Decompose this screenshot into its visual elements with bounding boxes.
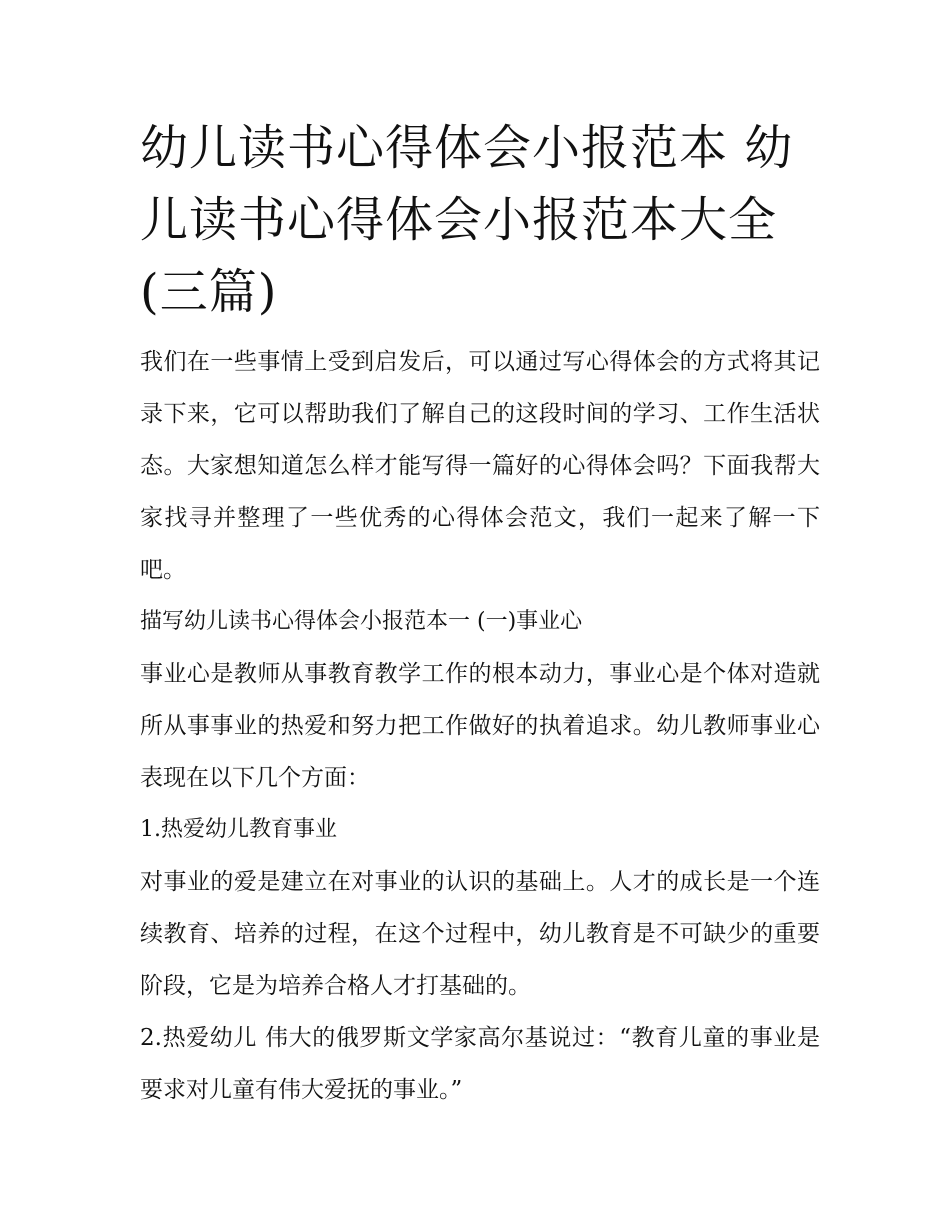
section-heading: 描写幼儿读书心得体会小报范本一 (一)事业心 <box>140 609 583 634</box>
document-page <box>140 112 820 1116</box>
section-paragraph: 事业心是教师从事教育教学工作的根本动力，事业心是个体对造就所从事事业的热爱和努力把工作做好的执着追求。幼儿教师事业心表现在以下几个方面： <box>140 661 820 791</box>
item-1-paragraph: 对事业的爱是建立在对事业的认识的基础上。人才的成长是一个连续教育、培养的过程，在这个过程中，幼儿教育是不可缺少的重要阶段，它是为培养合格人才打基础的。 <box>140 869 820 999</box>
document-title: 幼儿读书心得体会小报范本 幼儿读书心得体会小报范本大全(三篇) <box>140 120 794 320</box>
item-1-heading: 1.热爱幼儿教育事业 <box>140 817 337 842</box>
item-2-paragraph: 2.热爱幼儿 伟大的俄罗斯文学家高尔基说过：“教育儿童的事业是要求对儿童有伟大爱抚的事业。” <box>140 1025 820 1103</box>
intro-paragraph: 我们在一些事情上受到启发后，可以通过写心得体会的方式将其记录下来，它可以帮助我们了解自己的这段时间的学习、工作生活状态。大家想知道怎么样才能写得一篇好的心得体会吗？下面我帮大家找寻并整理了一些优秀的心得体会范文，我们一起来了解一下吧。 <box>140 349 820 583</box>
